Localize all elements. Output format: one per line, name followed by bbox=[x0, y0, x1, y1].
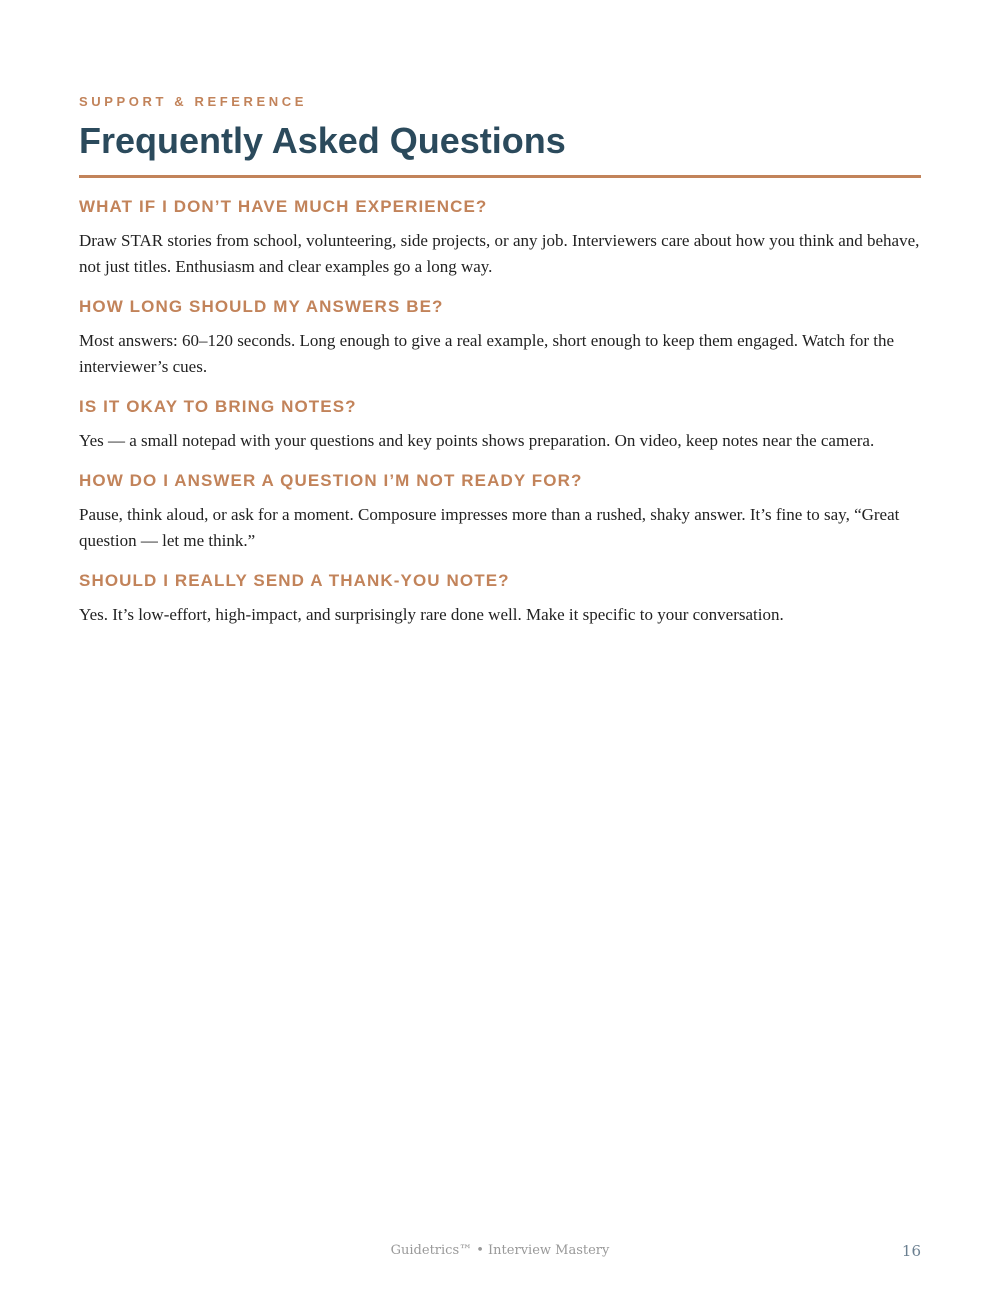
faq-answer: Yes — a small notepad with your questions and key points shows preparation. On video, keep notes near the camera. bbox=[79, 431, 875, 450]
title-divider bbox=[79, 175, 921, 178]
faq-question: HOW LONG SHOULD MY ANSWERS BE? bbox=[79, 297, 444, 316]
faq-item bbox=[79, 296, 921, 380]
faq-question: IS IT OKAY TO BRING NOTES? bbox=[79, 397, 357, 416]
faq-answer: Yes. It’s low-effort, high-impact, and surprisingly rare done well. Make it specific to your conversation. bbox=[79, 605, 784, 624]
faq-item bbox=[79, 196, 921, 280]
footer-text: Guidetrics™ • Interview Mastery bbox=[390, 1243, 610, 1258]
faq-list bbox=[79, 196, 921, 644]
faq-answer: Most answers: 60–120 seconds. Long enough to give a real example, short enough to keep them engaged. Watch for the interviewer’s cues. bbox=[79, 331, 895, 376]
faq-item bbox=[79, 396, 921, 454]
faq-question: SHOULD I REALLY SEND A THANK-YOU NOTE? bbox=[79, 571, 510, 590]
section-eyebrow: SUPPORT & REFERENCE bbox=[79, 94, 308, 109]
faq-answer: Pause, think aloud, or ask for a moment. Composure impresses more than a rushed, shaky answer. It’s fine to say, “Great question — let me think.” bbox=[79, 505, 900, 550]
page-title: Frequently Asked Questions bbox=[79, 120, 566, 161]
page-number: 16 bbox=[901, 1242, 921, 1260]
faq-item bbox=[79, 470, 921, 554]
faq-item bbox=[79, 570, 921, 628]
faq-question: HOW DO I ANSWER A QUESTION I’M NOT READY FOR? bbox=[79, 471, 583, 490]
faq-question: WHAT IF I DON’T HAVE MUCH EXPERIENCE? bbox=[79, 197, 488, 216]
faq-answer: Draw STAR stories from school, volunteering, side projects, or any job. Interviewers care about how you think and behave, not just titles. Enthusiasm and clear examples go a long way. bbox=[79, 231, 920, 276]
